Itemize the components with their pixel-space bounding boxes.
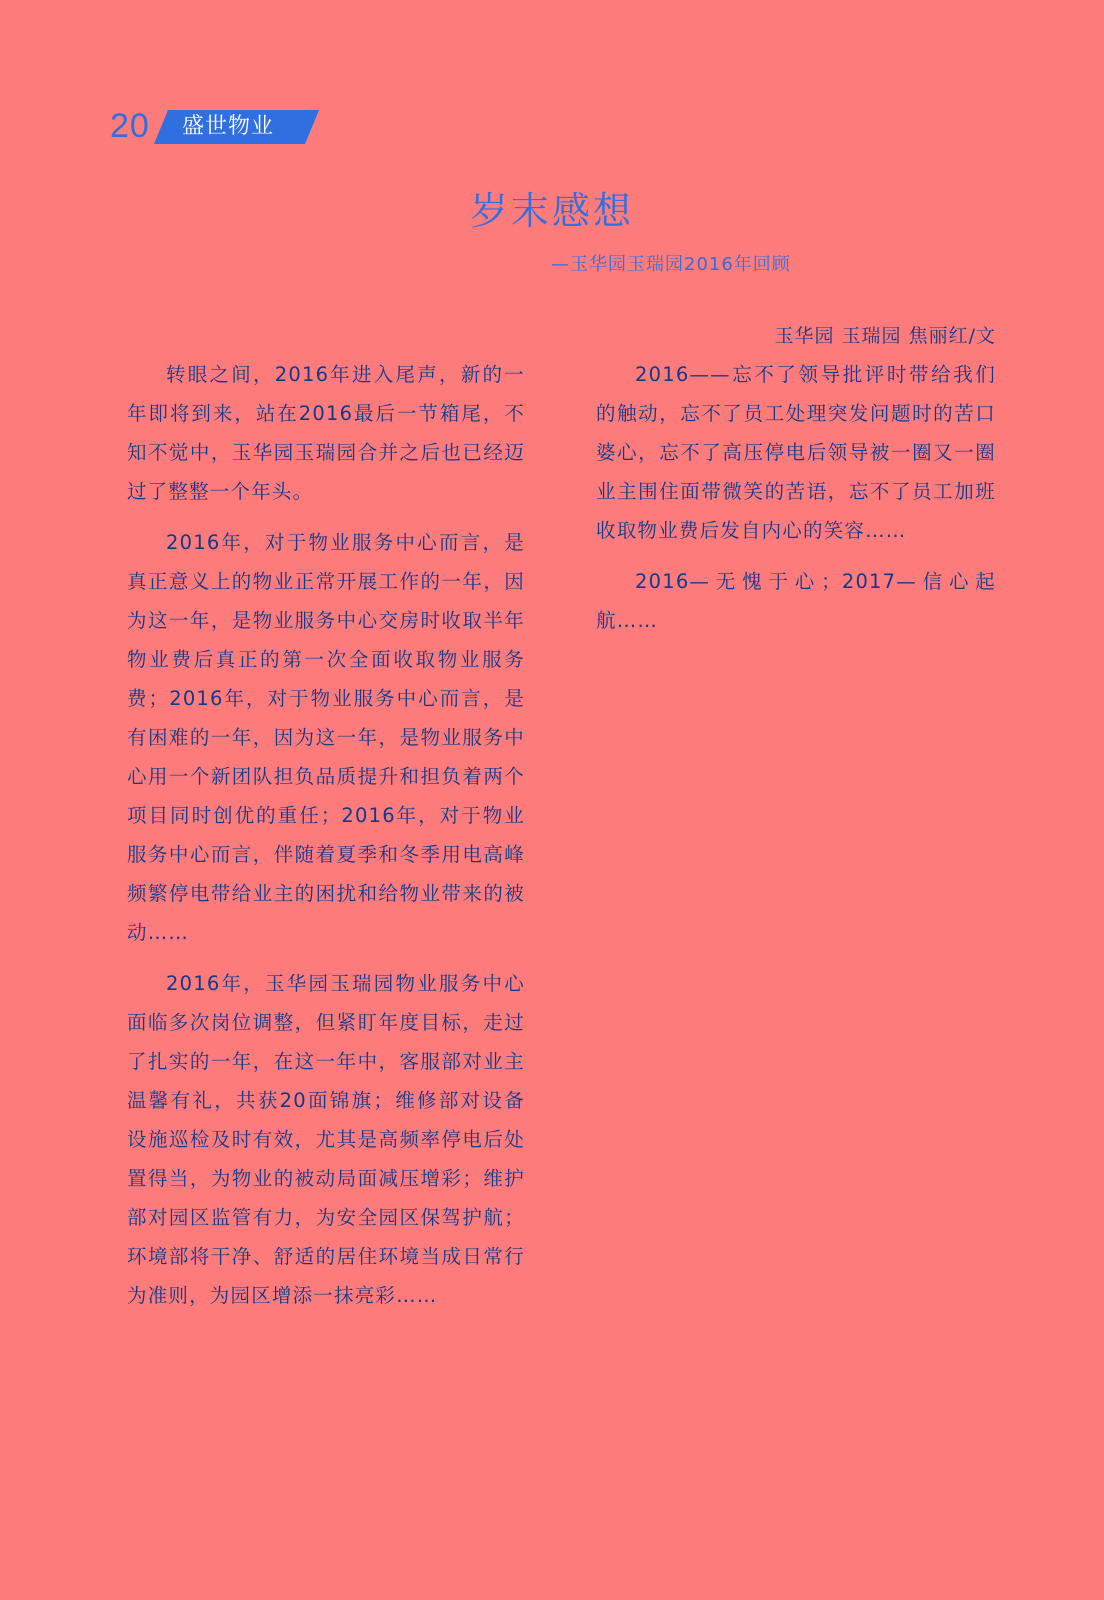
article-subtitle: —玉华园玉瑞园2016年回顾 [551,254,791,275]
page-header [110,106,340,146]
article-byline: 玉华园 玉瑞园 焦丽红/文 [774,325,996,347]
section-name: 盛世物业 [182,114,275,139]
left-column [127,355,525,1327]
right-column [596,355,996,652]
article-title: 岁末感想 [469,189,634,233]
page-number: 20 [110,107,150,145]
paragraph: 2016——忘不了领导批评时带给我们的触动，忘不了员工处理突发问题时的苦口婆心，忘不了高压停电后领导被一圈又一圈业主围住面带微笑的苦语，忘不了员工加班收取物业费后发自内心的笑容…… [596,363,996,542]
paragraph: 转眼之间，2016年进入尾声，新的一年即将到来，站在2016最后一节箱尾，不知不觉中，玉华园玉瑞园合并之后也已经迈过了整整一个年头。 [127,363,525,503]
paragraph: 2016—无愧于心；2017—信心起航…… [596,570,996,632]
paragraph: 2016年，对于物业服务中心而言，是真正意义上的物业正常开展工作的一年，因为这一年，是物业服务中心交房时收取半年物业费后真正的第一次全面收取物业服务费；2016年，对于物业服务中心而言，是有困难的一年，因为这一年，是物业服务中心用一个新团队担负品质提升和担负着两个项目同时创优的重任；2016年，对于物业服务中心而言，伴随着夏季和冬季用电高峰频繁停电带给业主的困扰和给物业带来的被动…… [127,531,525,944]
paragraph: 2016年，玉华园玉瑞园物业服务中心面临多次岗位调整，但紧盯年度目标，走过了扎实的一年，在这一年中，客服部对业主温馨有礼，共获20面锦旗；维修部对设备设施巡检及时有效，尤其是高频率停电后处置得当，为物业的被动局面减压增彩；维护部对园区监管有力，为安全园区保驾护航；环境部将干净、舒适的居住环境当成日常行为准则，为园区增添一抹亮彩…… [127,972,525,1307]
